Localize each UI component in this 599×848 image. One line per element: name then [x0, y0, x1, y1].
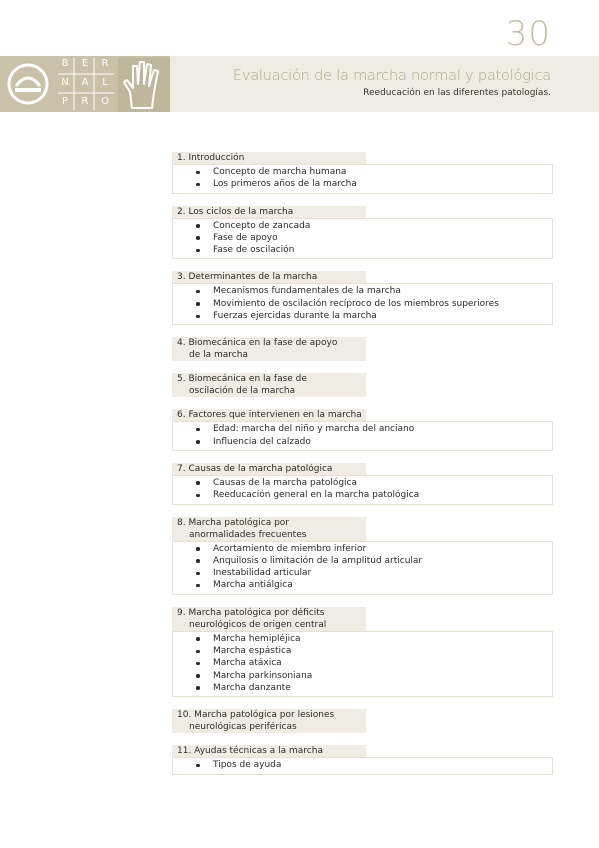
list-item: Causas de la marcha patológica	[173, 477, 552, 489]
toc-section	[172, 517, 553, 595]
logo-letter: N	[61, 77, 69, 88]
section-heading-line: 2. Los ciclos de la marcha	[177, 206, 294, 217]
logo-emblem-icon	[6, 62, 50, 106]
section-items	[172, 541, 553, 595]
section-heading	[172, 745, 366, 757]
hand-image	[118, 58, 170, 112]
list-item: Anquilosis o limitación de la amplitud articular	[173, 555, 552, 567]
list-item: Influencia del calzado	[173, 436, 552, 448]
toc-section	[172, 409, 553, 451]
section-heading	[172, 517, 366, 541]
list-item: Marcha hemipléjica	[173, 633, 552, 645]
list-item: Marcha danzante	[173, 682, 552, 694]
logo-letter: O	[101, 96, 109, 107]
page-number: 30	[505, 14, 551, 54]
section-heading-line: neurológicas periféricas	[189, 722, 297, 733]
section-heading-line: 10. Marcha patológica por lesiones	[177, 710, 335, 721]
toc-section	[172, 709, 553, 733]
section-heading	[172, 409, 366, 421]
section-heading-line: 4. Biomecánica en la fase de apoyo	[177, 338, 338, 349]
table-of-contents	[172, 152, 553, 787]
logo-letter: L	[102, 77, 108, 88]
section-heading-line: 9. Marcha patológica por déficits	[177, 607, 325, 618]
section-heading-line: anormalidades frecuentes	[189, 529, 307, 540]
logo-letter: E	[81, 58, 89, 69]
section-heading	[172, 607, 366, 631]
section-heading	[172, 152, 366, 164]
toc-section	[172, 463, 553, 505]
list-item: Fase de oscilación	[173, 244, 552, 256]
hand-icon	[118, 58, 170, 112]
section-heading-line: neurológicos de origen central	[189, 619, 327, 630]
document-subtitle: Reeducación en las diferentes patologías.	[363, 88, 551, 98]
list-item: Marcha espástica	[173, 645, 552, 657]
list-item: Mecanismos fundamentales de la marcha	[173, 285, 552, 297]
list-item: Marcha antiálgica	[173, 579, 552, 591]
toc-section	[172, 271, 553, 325]
logo-letter: R	[101, 58, 109, 69]
section-heading-line: de la marcha	[189, 350, 248, 361]
list-item: Marcha atáxica	[173, 657, 552, 669]
logo-letter: P	[61, 96, 69, 107]
list-item: Reeducación general en la marcha patológica	[173, 489, 552, 501]
list-item: Acortamiento de miembro inferior	[173, 543, 552, 555]
section-items	[172, 218, 553, 260]
section-heading-line: oscilación de la marcha	[189, 386, 296, 397]
section-heading	[172, 373, 366, 397]
section-heading	[172, 709, 366, 733]
section-heading-line: 6. Factores que intervienen en la marcha	[177, 410, 362, 421]
logo-letter: R	[81, 96, 89, 107]
list-item: Fuerzas ejercidas durante la marcha	[173, 310, 552, 322]
section-items	[172, 283, 553, 325]
toc-section	[172, 745, 553, 774]
list-item: Los primeros años de la marcha	[173, 178, 552, 190]
list-item: Concepto de marcha humana	[173, 166, 552, 178]
document-title: Evaluación de la marcha normal y patológica	[232, 68, 551, 84]
toc-section	[172, 152, 553, 194]
toc-section	[172, 337, 553, 361]
toc-section	[172, 373, 553, 397]
section-heading-line: 5. Biomecánica en la fase de	[177, 374, 307, 385]
logo-letters	[58, 58, 114, 110]
section-heading	[172, 271, 366, 283]
logo-grid-lines	[58, 58, 114, 110]
section-items	[172, 421, 553, 451]
list-item: Tipos de ayuda	[173, 759, 552, 771]
list-item: Edad: marcha del niño y marcha del anciano	[173, 423, 552, 435]
list-item: Marcha parkinsoniana	[173, 670, 552, 682]
header-top-left	[0, 0, 170, 56]
section-heading	[172, 337, 366, 361]
section-items	[172, 475, 553, 505]
section-items	[172, 164, 553, 194]
section-heading-line: 8. Marcha patológica por	[177, 517, 289, 528]
toc-section	[172, 607, 553, 697]
logo-letter: B	[61, 58, 69, 69]
section-heading	[172, 206, 366, 218]
list-item: Concepto de zancada	[173, 220, 552, 232]
list-item: Inestabilidad articular	[173, 567, 552, 579]
section-items	[172, 757, 553, 774]
section-items	[172, 631, 553, 697]
toc-section	[172, 206, 553, 260]
section-heading-line: 3. Determinantes de la marcha	[177, 272, 318, 283]
section-heading-line: 11. Ayudas técnicas a la marcha	[177, 746, 323, 757]
list-item: Fase de apoyo	[173, 232, 552, 244]
list-item: Movimiento de oscilación recíproco de los miembros superiores	[173, 298, 552, 310]
logo-letter: A	[81, 77, 89, 88]
section-heading-line: 7. Causas de la marcha patológica	[177, 463, 333, 474]
section-heading-line: 1. Introducción	[177, 153, 245, 163]
section-heading	[172, 463, 366, 475]
